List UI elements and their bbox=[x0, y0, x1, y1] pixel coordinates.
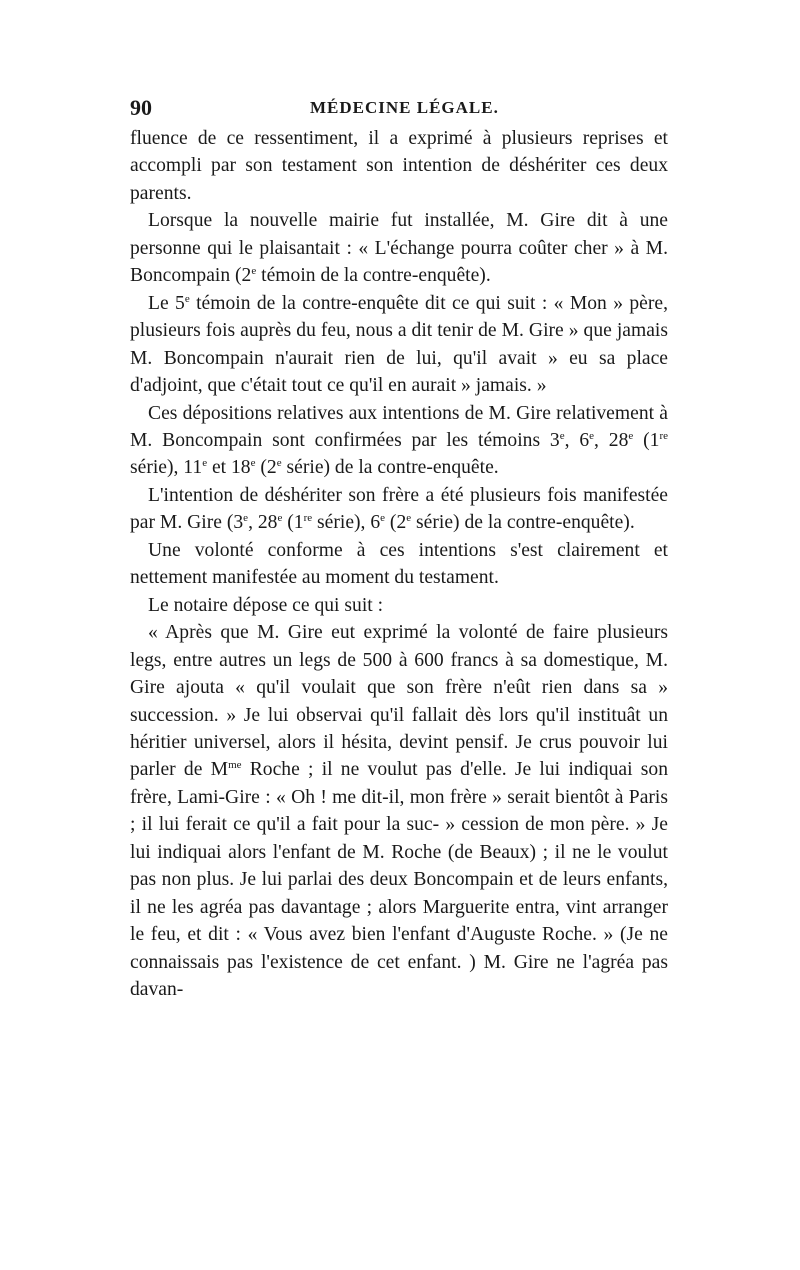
superscript: re bbox=[659, 429, 668, 442]
paragraph-p3 bbox=[130, 290, 668, 400]
superscript: re bbox=[303, 512, 313, 525]
text-run: témoin de la contre-enquête). bbox=[256, 265, 491, 287]
text-run: Le notaire dépose ce qui suit : bbox=[148, 594, 384, 616]
body-text bbox=[130, 125, 668, 1004]
text-run: série), 6 bbox=[312, 512, 381, 534]
text-run: , 28 bbox=[248, 512, 278, 534]
superscript: me bbox=[228, 759, 242, 772]
text-run: et 18 bbox=[207, 457, 251, 479]
page-number: 90 bbox=[130, 95, 152, 120]
superscript: e bbox=[628, 429, 634, 442]
paragraph-p2 bbox=[130, 207, 668, 289]
superscript: e bbox=[251, 265, 257, 278]
text-run: Le 5 bbox=[148, 292, 185, 314]
text-run: série), 11 bbox=[130, 457, 203, 479]
text-run: fluence de ce ressentiment, il a exprimé à plusieurs reprises et accompli par son testament son intention de déshériter ces deux parents. bbox=[130, 128, 668, 204]
superscript: e bbox=[589, 429, 595, 442]
text-run: Ces dépositions relatives aux intentions de M. Gire relativement à M. Boncompain sont confirmées par les témoins 3 bbox=[130, 402, 668, 451]
text-run: (2 bbox=[255, 457, 277, 479]
text-run: Roche ; il ne voulut pas d'elle. Je lui indiquai son frère, Lami-Gire : « Oh ! me dit-il, mon frère » serait bientôt à Paris ; il lui ferait ce qu'il a fait pour la suc- » cession de mon père. » Je lui indiquai alors l'enfant de M. Roche (de Beaux) ; il ne le voulut pas non plus. Je lui parlai des deux Boncompain et de leurs enfants, il ne les agréa pas davantage ; alors Marguerite entra, vint arranger le feu, et dit : « Vous avez bien l'enfant d'Auguste Roche. » (Je ne connaissais pas l'existence de cet enfant. ) M. Gire ne l'agréa pas davan- bbox=[130, 759, 669, 1001]
text-run: Lorsque la nouvelle mairie fut installée, M. Gire dit à une personne qui le plaisantait : « L'échange pourra coûter cher » à M. Boncompain (2 bbox=[130, 210, 668, 287]
superscript: e bbox=[184, 292, 190, 305]
text-run: , 6 bbox=[564, 429, 590, 451]
paragraph-p4 bbox=[130, 400, 668, 482]
paragraph-p8 bbox=[130, 619, 668, 1003]
superscript: e bbox=[243, 512, 249, 525]
page-header bbox=[130, 93, 668, 123]
paragraph-p5 bbox=[130, 482, 668, 537]
paragraph-p1 bbox=[130, 125, 668, 207]
paragraph-p7 bbox=[130, 592, 668, 619]
superscript: e bbox=[250, 457, 256, 470]
text-run: série) de la contre-enquête). bbox=[411, 512, 635, 534]
superscript: e bbox=[406, 512, 412, 525]
superscript: e bbox=[380, 512, 386, 525]
text-run: témoin de la contre-enquête dit ce qui suit : « Mon » père, plusieurs fois auprès du feu, nous a dit tenir de M. Gire » que jamais M. Boncompain n'aurait rien de lui, qu'il avait » eu sa place d'adjoint, que c'était tout ce qu'il en aurait » jamais. » bbox=[130, 292, 668, 397]
text-run: (1 bbox=[282, 512, 304, 534]
superscript: e bbox=[276, 457, 282, 470]
superscript: e bbox=[277, 512, 283, 525]
paragraph-p6 bbox=[130, 537, 668, 592]
text-run: Une volonté conforme à ces intentions s'est clairement et nettement manifestée au moment du testament. bbox=[130, 539, 668, 589]
superscript: e bbox=[559, 429, 565, 442]
text-run: « Après que M. Gire eut exprimé la volonté de faire plusieurs legs, entre autres un legs de 500 à 600 francs à sa domestique, M. Gire ajouta « qu'il voulait que son frère n'eût rien dans sa » succession. » Je lui observai qu'il fallait dès lors qu'il instituât un héritier universel, alors il hésita, devint pensif. Je crus pouvoir lui parler de M bbox=[130, 622, 668, 781]
text-run: L'intention de déshériter son frère a été plusieurs fois manifestée par M. Gire (3 bbox=[130, 484, 668, 534]
text-run: (1 bbox=[633, 429, 660, 451]
text-run: (2 bbox=[385, 512, 407, 534]
text-run: , 28 bbox=[594, 429, 629, 451]
superscript: e bbox=[202, 457, 208, 470]
running-title: MÉDECINE LÉGALE. bbox=[310, 98, 499, 117]
text-run: série) de la contre-enquête. bbox=[281, 457, 499, 479]
